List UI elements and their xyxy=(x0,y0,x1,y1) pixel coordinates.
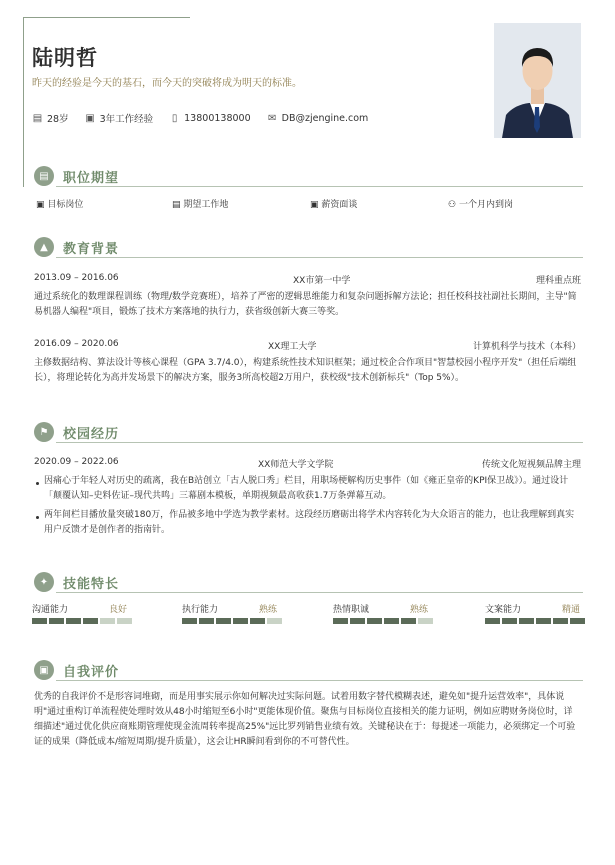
skill-name: 执行能力 xyxy=(182,605,219,615)
edu-major: 理科重点班 xyxy=(535,276,581,286)
profile-photo xyxy=(494,23,581,138)
skill-bar-segment xyxy=(117,618,132,624)
campus-bullet: 因痛心于年轻人对历史的疏离，我在B站创立「古人脱口秀」栏目，用职场梗解构历史事件（如《雍正皇帝的KPI保卫战》）。通过设计「颠覆认知–史料佐证–现代共鸣」三幕剧本模板，单期视频最高收获1.7万条弹幕互动。 xyxy=(44,476,569,501)
intention-availability-label: 一个月内到岗 xyxy=(458,200,513,210)
skill-bar-segment xyxy=(401,618,416,624)
skill-name: 热情职诚 xyxy=(333,605,370,615)
intention-salary xyxy=(310,197,357,210)
edu-desc: 主修数据结构、算法设计等核心课程（GPA 3.7/4.0），构建系统性技术知识框架；通过校企合作项目"智慧校园小程序开发"（担任后端组长），将理论转化为高并发场景下的解决方案，服务3所高校超2万用户，获校级"技术创新标兵"（Top 5%）。 xyxy=(34,358,577,383)
intention-icon: ▤ xyxy=(34,166,54,186)
skill-bar-segment xyxy=(100,618,115,624)
experience: 3年工作经验 xyxy=(99,114,154,125)
skill-bar-segment xyxy=(570,618,585,624)
section-title: 教育背景 xyxy=(63,241,120,257)
skill-level: 熟练 xyxy=(410,605,429,615)
section-title: 职位期望 xyxy=(63,170,120,186)
skill-level: 精通 xyxy=(562,605,581,615)
chat-icon: ▣ xyxy=(34,660,54,680)
intention-salary-label: 薪资面谈 xyxy=(321,200,358,210)
self-evaluation: 优秀的自我评价不是形容词堆砌，而是用事实展示你如何解决过实际问题。试着用数字替代模糊表述，避免如"提升运营效率"，具体说明"通过重构订单流程使处理时效从48小时缩短至6小时"更能体现价值。聚焦与目标岗位直接相关的能力证明，例如应聘财务岗位时，详细描述"通过优化供应商账期管理使现金流周转率提高25%"远比罗列销售业绩有效。关键秘诀在于：每提述一项能力，必须绑定一个可验证的成果（降低成本/缩短周期/提升质量），这会让HR瞬间看到你的不可替代性。 xyxy=(34,692,576,747)
graduation-cap-icon: ▲ xyxy=(34,237,54,257)
skill-bar-segment xyxy=(32,618,47,624)
person-icon: ⚇ xyxy=(448,200,457,210)
bullet-dot xyxy=(36,482,39,485)
intention-availability xyxy=(448,197,513,210)
skill-bar-segment xyxy=(536,618,551,624)
skill-name: 沟通能力 xyxy=(32,605,69,615)
campus-bullet: 两年间栏目播放量突破180万，作品被多地中学选为教学素材。这段经历磨砺出将学术内容转化为大众语言的能力，也让我理解到真实用户反馈才是创作者的指南针。 xyxy=(44,510,575,535)
skill-bar-segment xyxy=(83,618,98,624)
target-icon: ▣ xyxy=(36,200,45,210)
intention-city xyxy=(172,197,228,210)
skill-bar-segment xyxy=(519,618,534,624)
motto: 昨天的经验是今天的基石，而今天的突破将成为明天的标准。 xyxy=(32,78,302,89)
section-intention-header xyxy=(34,166,119,186)
intention-position-label: 目标岗位 xyxy=(47,200,84,210)
email-item xyxy=(267,113,369,124)
skill-bar xyxy=(485,618,587,624)
intention-city-label: 期望工作地 xyxy=(183,200,229,210)
contact-info xyxy=(32,111,384,125)
header-top-rule xyxy=(23,17,190,18)
phone-item xyxy=(169,113,251,124)
skill-bar xyxy=(32,618,134,624)
skill-bar-segment xyxy=(199,618,214,624)
skill-bar-segment xyxy=(553,618,568,624)
age: 28岁 xyxy=(47,114,69,125)
phone: 13800138000 xyxy=(184,112,251,124)
flag-icon: ⚑ xyxy=(34,422,54,442)
briefcase-icon: ▣ xyxy=(85,112,95,124)
section-skills-header xyxy=(34,572,119,592)
bullet-dot xyxy=(36,516,39,519)
skill-bar-segment xyxy=(49,618,64,624)
email: DB@zjengine.com xyxy=(281,112,369,124)
edu-major: 计算机科学与技术（本科） xyxy=(472,342,581,352)
section-title: 技能特长 xyxy=(63,576,120,592)
section-self-header xyxy=(34,660,119,680)
intention-position xyxy=(36,197,83,210)
section-rule xyxy=(56,257,583,258)
skill-bar-segment xyxy=(367,618,382,624)
skill-bar-segment xyxy=(267,618,282,624)
campus-role: 传统文化短视频品牌主理 xyxy=(481,460,581,470)
skill-bar-segment xyxy=(384,618,399,624)
section-education-header xyxy=(34,237,119,257)
edu-school: XX理工大学 xyxy=(268,342,317,352)
skill-level: 良好 xyxy=(109,605,128,615)
skill-bar-segment xyxy=(333,618,348,624)
skill-bar-segment xyxy=(182,618,197,624)
skill-bar-segment xyxy=(250,618,265,624)
skill-bar-segment xyxy=(418,618,433,624)
building-icon: ▤ xyxy=(172,200,181,210)
skill-bar-segment xyxy=(502,618,517,624)
section-rule xyxy=(56,680,583,681)
skill-bar-segment xyxy=(233,618,248,624)
experience-item xyxy=(85,111,154,125)
edu-desc: 通过系统化的数理课程训练（物理/数学竞赛班），培养了严密的逻辑思维能力和复杂问题拆解方法论；担任校科技社副社长期间，主导"简易机器人编程"项目，锻炼了技术方案落地的执行力，获省级创新大赛三等奖。 xyxy=(34,292,577,317)
header-left-rule xyxy=(23,17,24,187)
skill-name: 文案能力 xyxy=(485,605,522,615)
campus-org: XX师范大学文学院 xyxy=(258,460,334,470)
edu-date: 2016.09 – 2020.06 xyxy=(34,339,119,349)
section-title: 自我评价 xyxy=(63,664,120,680)
campus-date: 2020.09 – 2022.06 xyxy=(34,457,119,467)
skill-bar xyxy=(333,618,435,624)
phone-icon: ▯ xyxy=(171,112,178,124)
skill-bar-segment xyxy=(66,618,81,624)
skill-bar xyxy=(182,618,284,624)
calendar-icon: ▤ xyxy=(32,112,43,124)
skill-bar-segment xyxy=(216,618,231,624)
age-item xyxy=(32,111,69,125)
tools-icon: ✦ xyxy=(34,572,54,592)
edu-school: XX市第一中学 xyxy=(293,276,351,286)
section-title: 校园经历 xyxy=(63,426,120,442)
section-campus-header xyxy=(34,422,119,442)
section-rule xyxy=(56,442,583,443)
skill-bar-segment xyxy=(350,618,365,624)
section-rule xyxy=(56,592,583,593)
wallet-icon: ▣ xyxy=(310,200,319,210)
section-rule xyxy=(56,186,583,187)
skill-level: 熟练 xyxy=(259,605,278,615)
edu-date: 2013.09 – 2016.06 xyxy=(34,273,119,283)
candidate-name: 陆明哲 xyxy=(32,46,98,70)
skill-bar-segment xyxy=(485,618,500,624)
mail-icon: ✉ xyxy=(267,112,277,124)
